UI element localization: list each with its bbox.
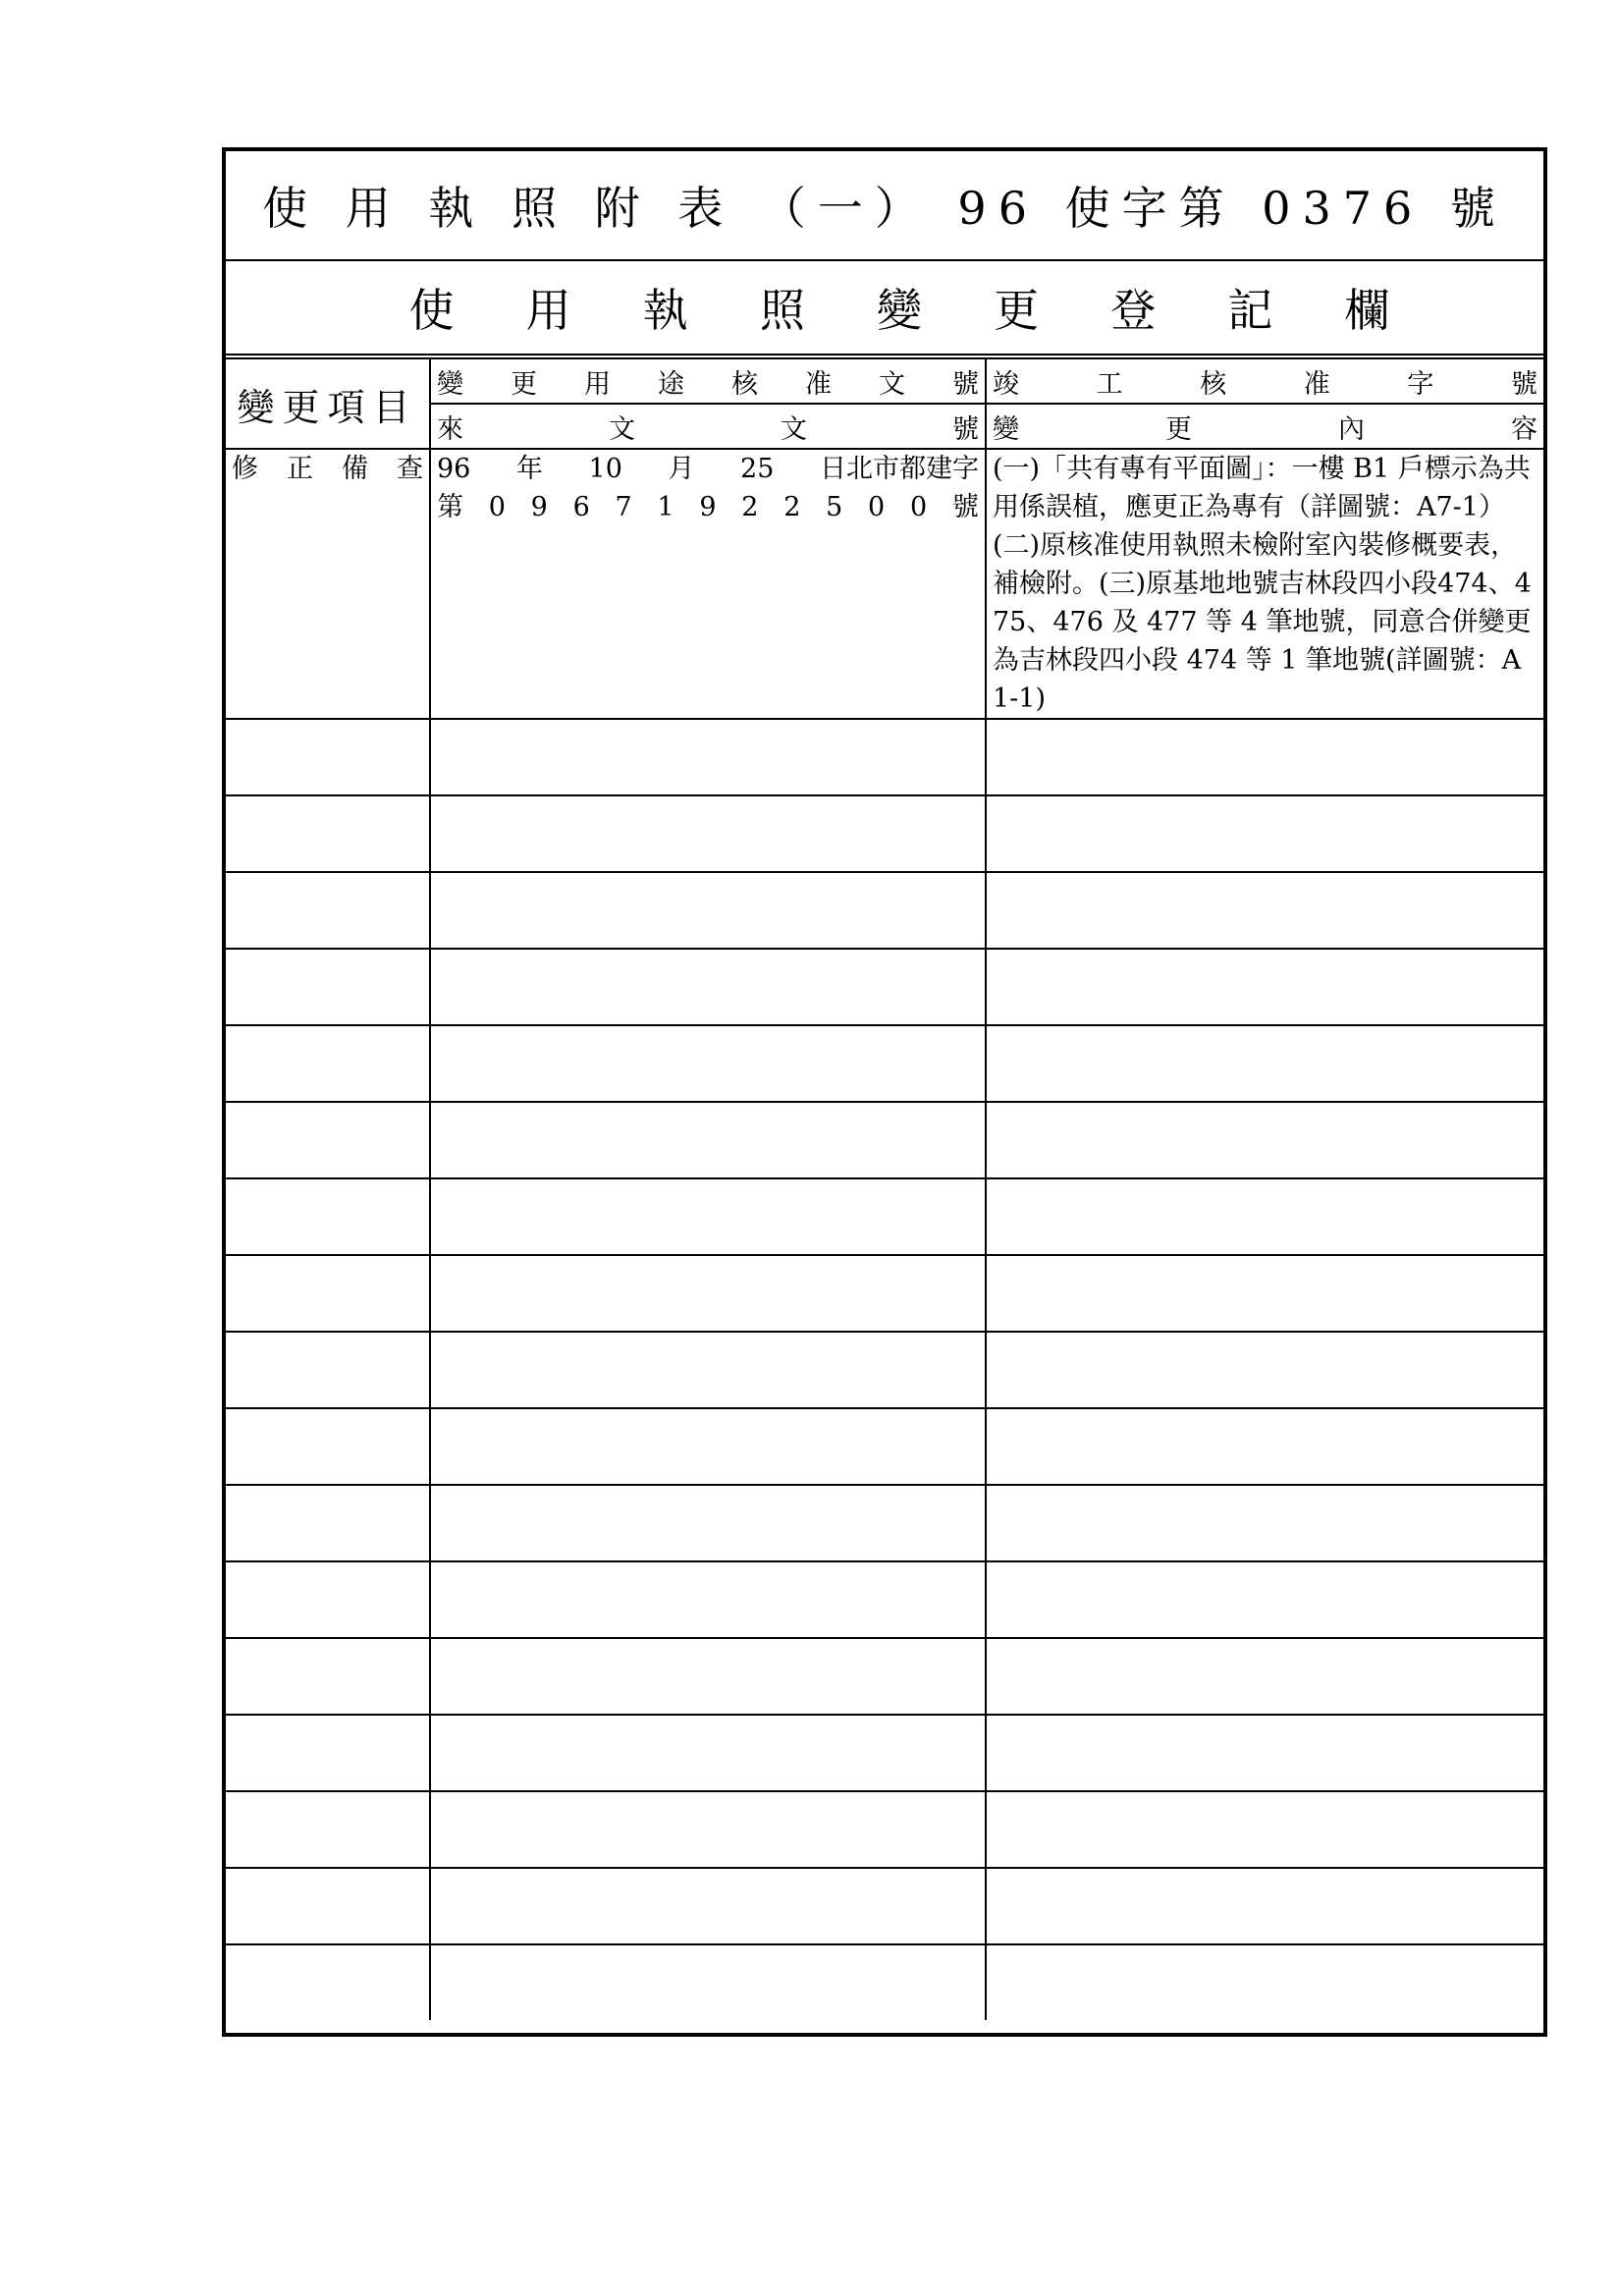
change-item-cell <box>226 1178 430 1255</box>
table-row <box>226 1715 1543 1791</box>
change-item-cell <box>226 1102 430 1178</box>
table-row <box>226 1485 1543 1561</box>
document-number-cell <box>430 1561 986 1638</box>
document-number-cell <box>430 949 986 1025</box>
doc-token: 7 <box>615 492 632 522</box>
subtitle-char: 欄 <box>1344 284 1390 337</box>
document-number-cell <box>430 1944 986 2020</box>
change-register-table <box>226 357 1543 2020</box>
header-char: 變 <box>993 413 1019 445</box>
table-row <box>226 1408 1543 1485</box>
table-row <box>226 795 1543 872</box>
change-content-cell <box>986 1791 1543 1868</box>
table-row <box>226 949 1543 1025</box>
completion-approval-header <box>986 358 1543 404</box>
change-item-cell <box>226 949 430 1025</box>
document-number-cell <box>430 795 986 872</box>
doc-token: 2 <box>741 492 759 522</box>
header-row-1 <box>226 358 1543 404</box>
change-item-cell <box>226 1944 430 2020</box>
change-item-cell <box>226 1715 430 1791</box>
header-char: 變 <box>437 368 463 400</box>
table-row <box>226 1944 1543 2020</box>
document-number-cell <box>430 1025 986 1102</box>
doc-token: 第 <box>437 492 463 522</box>
subtitle-char: 照 <box>759 284 805 337</box>
table-row <box>226 1868 1543 1944</box>
change-item-cell <box>226 1868 430 1944</box>
header-char: 容 <box>1511 413 1537 445</box>
subtitle-char: 記 <box>1227 284 1273 337</box>
document-number-cell <box>430 1715 986 1791</box>
document-number-cell <box>430 1102 986 1178</box>
doc-token: 號 <box>951 492 979 522</box>
subtitle-char: 更 <box>994 284 1040 337</box>
document-number-cell <box>430 1255 986 1332</box>
change-item-cell <box>226 795 430 872</box>
doc-token: 6 <box>572 492 590 522</box>
document-number-cell <box>430 1638 986 1715</box>
change-content-cell <box>986 1944 1543 2020</box>
change-item-header: 變更項目 <box>226 358 430 449</box>
change-content-cell <box>986 795 1543 872</box>
change-item-cell <box>226 1025 430 1102</box>
subtitle-char: 變 <box>876 284 922 337</box>
document-number-cell <box>430 449 986 719</box>
document-number-cell <box>430 1332 986 1408</box>
table-row <box>226 1791 1543 1868</box>
document-number-cell <box>430 719 986 795</box>
table-row <box>226 1025 1543 1102</box>
item-char: 備 <box>342 454 368 484</box>
subtitle-char: 執 <box>642 284 688 337</box>
incoming-doc-header <box>430 404 986 449</box>
change-content-cell <box>986 1332 1543 1408</box>
doc-token: 月 <box>668 454 695 484</box>
header-char: 文 <box>781 413 807 445</box>
doc-token: 2 <box>783 492 801 522</box>
change-content-cell <box>986 949 1543 1025</box>
change-content-cell <box>986 1561 1543 1638</box>
header-char: 更 <box>1165 413 1192 445</box>
doc-token: 日北市都建字 <box>819 454 979 484</box>
change-item-cell <box>226 1638 430 1715</box>
change-content-cell <box>986 1638 1543 1715</box>
change-content-cell <box>986 1485 1543 1561</box>
document-number-cell <box>430 1485 986 1561</box>
subtitle-char: 用 <box>525 284 571 337</box>
change-content-cell <box>986 1025 1543 1102</box>
change-content-cell <box>986 1715 1543 1791</box>
change-content-cell <box>986 1408 1543 1485</box>
header-char: 號 <box>1510 368 1537 400</box>
header-char: 號 <box>952 413 979 445</box>
change-content-cell <box>986 1868 1543 1944</box>
doc-token: 1 <box>657 492 674 522</box>
table-row <box>226 1561 1543 1638</box>
table-row <box>226 1638 1543 1715</box>
table-row <box>226 872 1543 949</box>
item-char: 正 <box>287 454 313 484</box>
header-char: 號 <box>952 368 979 400</box>
header-char: 內 <box>1338 413 1365 445</box>
document-number-cell <box>430 1408 986 1485</box>
document-number-cell <box>430 1178 986 1255</box>
change-content-cell <box>986 872 1543 949</box>
change-item-cell <box>226 872 430 949</box>
doc-token: 0 <box>488 492 506 522</box>
item-char: 修 <box>232 454 258 484</box>
doc-token: 9 <box>530 492 548 522</box>
change-item-cell <box>226 1255 430 1332</box>
table-row <box>226 1255 1543 1332</box>
table-row <box>226 719 1543 795</box>
change-content-header <box>986 404 1543 449</box>
change-content-cell <box>986 719 1543 795</box>
change-item-cell <box>226 1485 430 1561</box>
change-content-cell <box>986 1102 1543 1178</box>
item-char: 查 <box>397 454 423 484</box>
usage-permit-form <box>222 147 1547 2037</box>
table-row <box>226 449 1543 719</box>
header-char: 字 <box>1407 368 1434 400</box>
change-item-cell <box>226 1408 430 1485</box>
form-title: 使 用 執 照 附 表 （一） 96 使字第 0376 號 <box>226 151 1543 261</box>
header-char: 竣 <box>993 368 1019 400</box>
doc-token: 25 <box>740 454 775 484</box>
doc-token: 96 <box>437 454 471 484</box>
header-char: 來 <box>437 413 463 445</box>
doc-token: 10 <box>588 454 622 484</box>
header-char: 更 <box>511 368 537 400</box>
table-row <box>226 1102 1543 1178</box>
header-char: 工 <box>1096 368 1123 400</box>
table-row <box>226 1332 1543 1408</box>
header-char: 核 <box>1200 368 1227 400</box>
document-number-cell <box>430 1791 986 1868</box>
doc-token: 0 <box>909 492 928 522</box>
header-char: 核 <box>731 368 758 400</box>
doc-token: 5 <box>826 492 843 522</box>
form-subtitle <box>226 261 1543 355</box>
header-char: 文 <box>609 413 635 445</box>
header-char: 准 <box>1303 368 1330 400</box>
change-content-cell <box>986 1178 1543 1255</box>
change-content-cell <box>986 1255 1543 1332</box>
table-row <box>226 1178 1543 1255</box>
doc-token: 9 <box>699 492 717 522</box>
change-item-cell <box>226 1561 430 1638</box>
change-content-cell: (一)「共有專有平面圖」：一樓 B1 戶標示為共用係誤植，應更正為專有（詳圖號：A7-1）(二)原核准使用執照未檢附室內裝修概要表，補檢附。(三)原基地地號吉林段四小段474、475、476 及 477 等 4 筆地號，同意合併變更為吉林段四小段 474 等 1 筆地號(詳圖號：A1-1) <box>986 449 1543 719</box>
change-item-cell <box>226 719 430 795</box>
document-number-cell <box>430 1868 986 1944</box>
doc-token: 年 <box>515 454 543 484</box>
header-char: 途 <box>658 368 684 400</box>
change-item-cell <box>226 1791 430 1868</box>
header-char: 文 <box>879 368 905 400</box>
document-number-cell <box>430 872 986 949</box>
header-char: 准 <box>805 368 832 400</box>
subtitle-char: 登 <box>1110 284 1157 337</box>
subtitle-char: 使 <box>408 284 455 337</box>
header-char: 用 <box>584 368 611 400</box>
doc-token: 0 <box>868 492 886 522</box>
approval-doc-header <box>430 358 986 404</box>
change-item-cell <box>226 1332 430 1408</box>
change-item-cell <box>226 449 430 719</box>
